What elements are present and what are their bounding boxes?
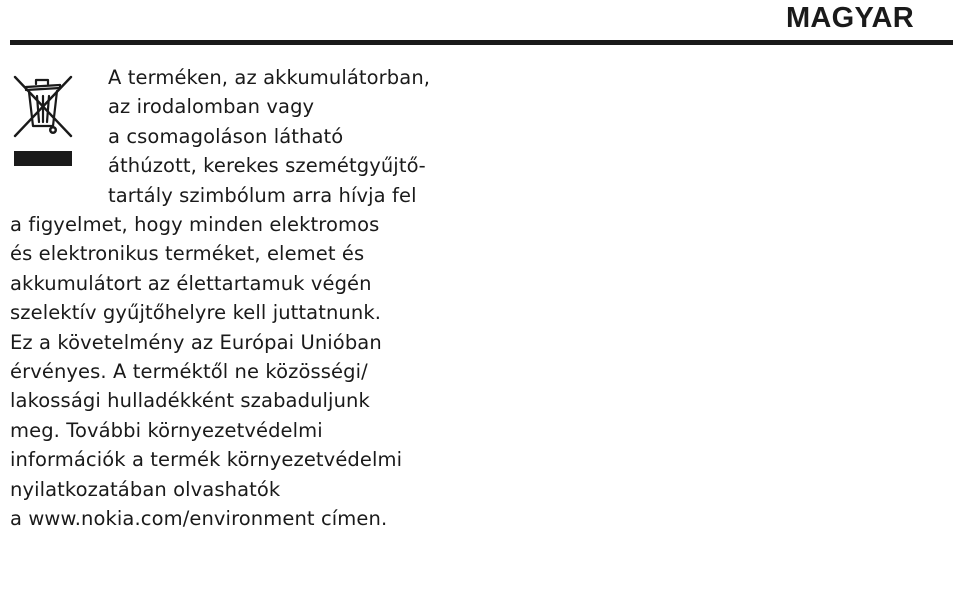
notice-line: lakossági hulladékként szabaduljunk xyxy=(10,389,370,413)
notice-line: a figyelmet, hogy minden elektromos xyxy=(10,213,380,237)
notice-line: a csomagoláson látható xyxy=(108,124,344,148)
notice-line: nyilatkozatában olvashatók xyxy=(10,477,281,501)
language-heading: MAGYAR xyxy=(785,2,914,34)
notice-line: tartály szimbólum arra hívja fel xyxy=(108,183,417,207)
notice-line: áthúzott, kerekes szemétgyűjtő- xyxy=(108,154,426,178)
notice-line: és elektronikus terméket, elemet és xyxy=(10,242,365,266)
notice-line: az irodalomban vagy xyxy=(108,95,315,119)
notice-line: A terméken, az akkumulátorban, xyxy=(108,66,431,89)
weee-notice xyxy=(0,63,430,534)
header-rule xyxy=(10,40,953,45)
notice-line: Ez a követelmény az Európai Unióban xyxy=(10,330,382,354)
notice-line: információk a termék környezetvédelmi xyxy=(10,448,403,472)
notice-line: meg. További környezetvédelmi xyxy=(10,418,323,442)
notice-line: a www.nokia.com/environment címen. xyxy=(10,507,388,531)
notice-line: érvényes. A terméktől ne közösségi/ xyxy=(10,360,368,384)
notice-line: szelektív gyűjtőhelyre kell juttatnunk. xyxy=(10,301,382,325)
notice-line: akkumulátort az élettartamuk végén xyxy=(10,271,372,295)
